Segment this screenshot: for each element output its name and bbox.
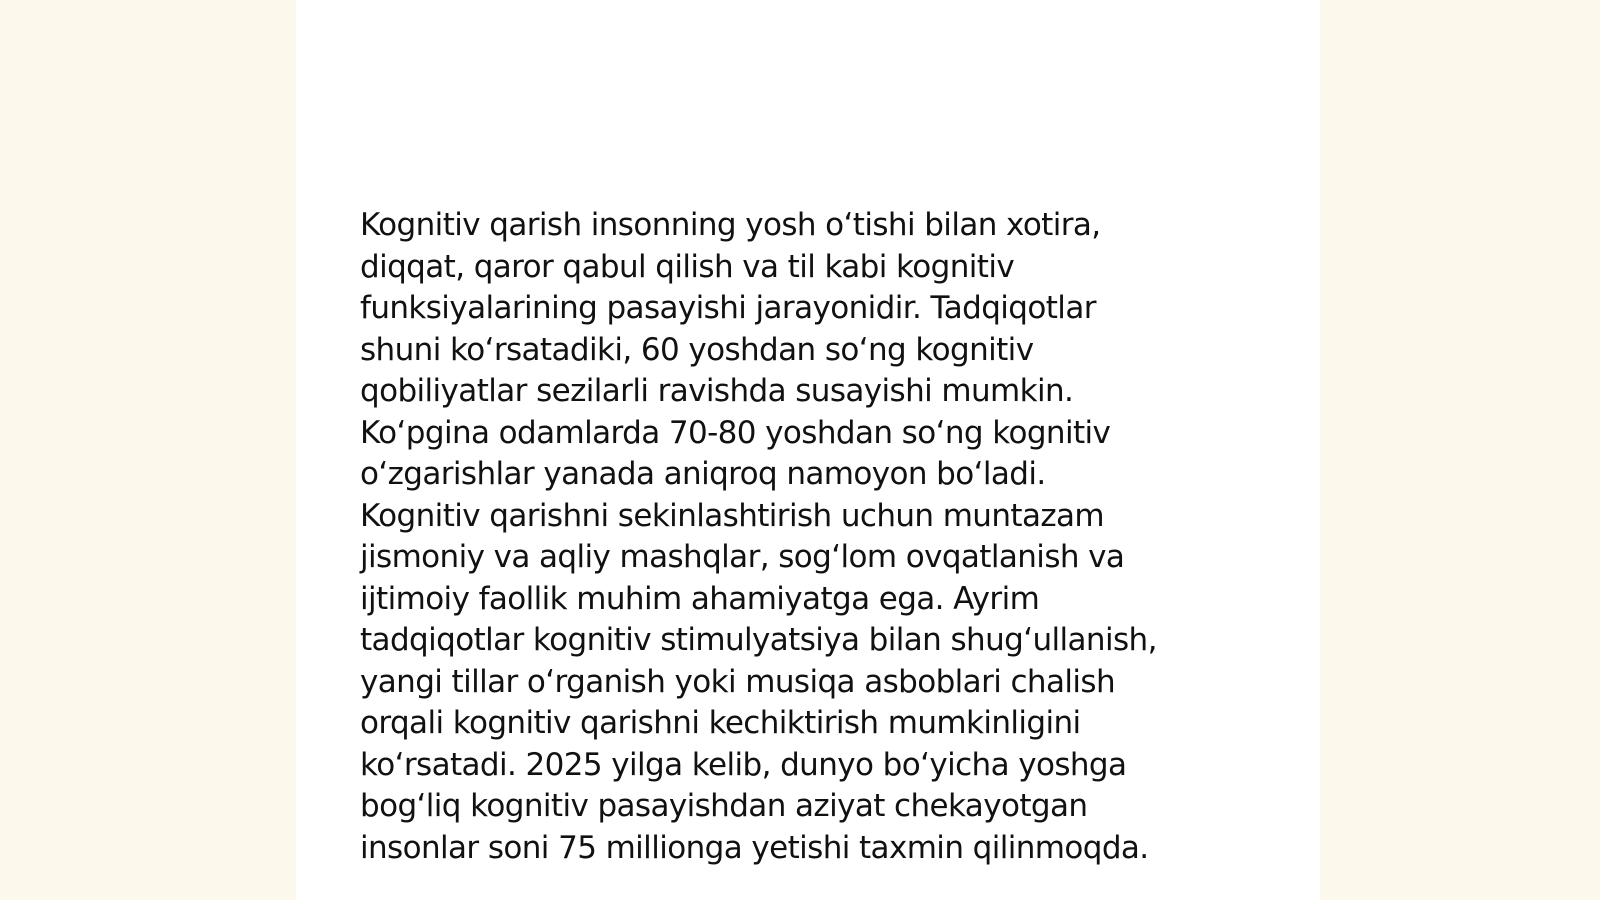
paragraph-line: Kognitiv qarish insonning yosh o‘tishi bilan xotira,	[360, 207, 1101, 243]
paragraph-line: bog‘liq kognitiv pasayishdan aziyat chekayotgan	[360, 788, 1088, 824]
paragraph-line: funksiyalarining pasayishi jarayonidir. Tadqiqotlar	[360, 290, 1096, 326]
paragraph-line: insonlar soni 75 millionga yetishi taxmin qilinmoqda.	[360, 829, 1149, 866]
paragraph-line: Ko‘pgina odamlarda 70-80 yoshdan so‘ng kognitiv	[360, 414, 1111, 451]
body-paragraph	[360, 205, 1240, 869]
paragraph-line: o‘zgarishlar yanada aniqroq namoyon bo‘ladi.	[360, 456, 1046, 492]
paragraph-line: orqali kognitiv qarishni kechiktirish mumkinligini	[360, 705, 1081, 741]
document-page	[296, 0, 1320, 900]
paragraph-line: qobiliyatlar sezilarli ravishda susayishi mumkin.	[360, 373, 1074, 409]
paragraph-line: jismoniy va aqliy mashqlar, sog‘lom ovqatlanish va	[360, 539, 1125, 575]
paragraph-line: tadqiqotlar kognitiv stimulyatsiya bilan shug‘ullanish,	[360, 622, 1157, 658]
paragraph-line: ijtimoiy faollik muhim ahamiyatga ega. Ayrim	[360, 580, 1040, 617]
paragraph-line: shuni ko‘rsatadiki, 60 yoshdan so‘ng kognitiv	[360, 331, 1034, 368]
paragraph-line: ko‘rsatadi. 2025 yilga kelib, dunyo bo‘yicha yoshga	[360, 746, 1127, 783]
paragraph-line: yangi tillar o‘rganish yoki musiqa asboblari chalish	[360, 663, 1116, 700]
paragraph-line: Kognitiv qarishni sekinlashtirish uchun muntazam	[360, 497, 1105, 534]
paragraph-line: diqqat, qaror qabul qilish va til kabi kognitiv	[360, 248, 1015, 285]
